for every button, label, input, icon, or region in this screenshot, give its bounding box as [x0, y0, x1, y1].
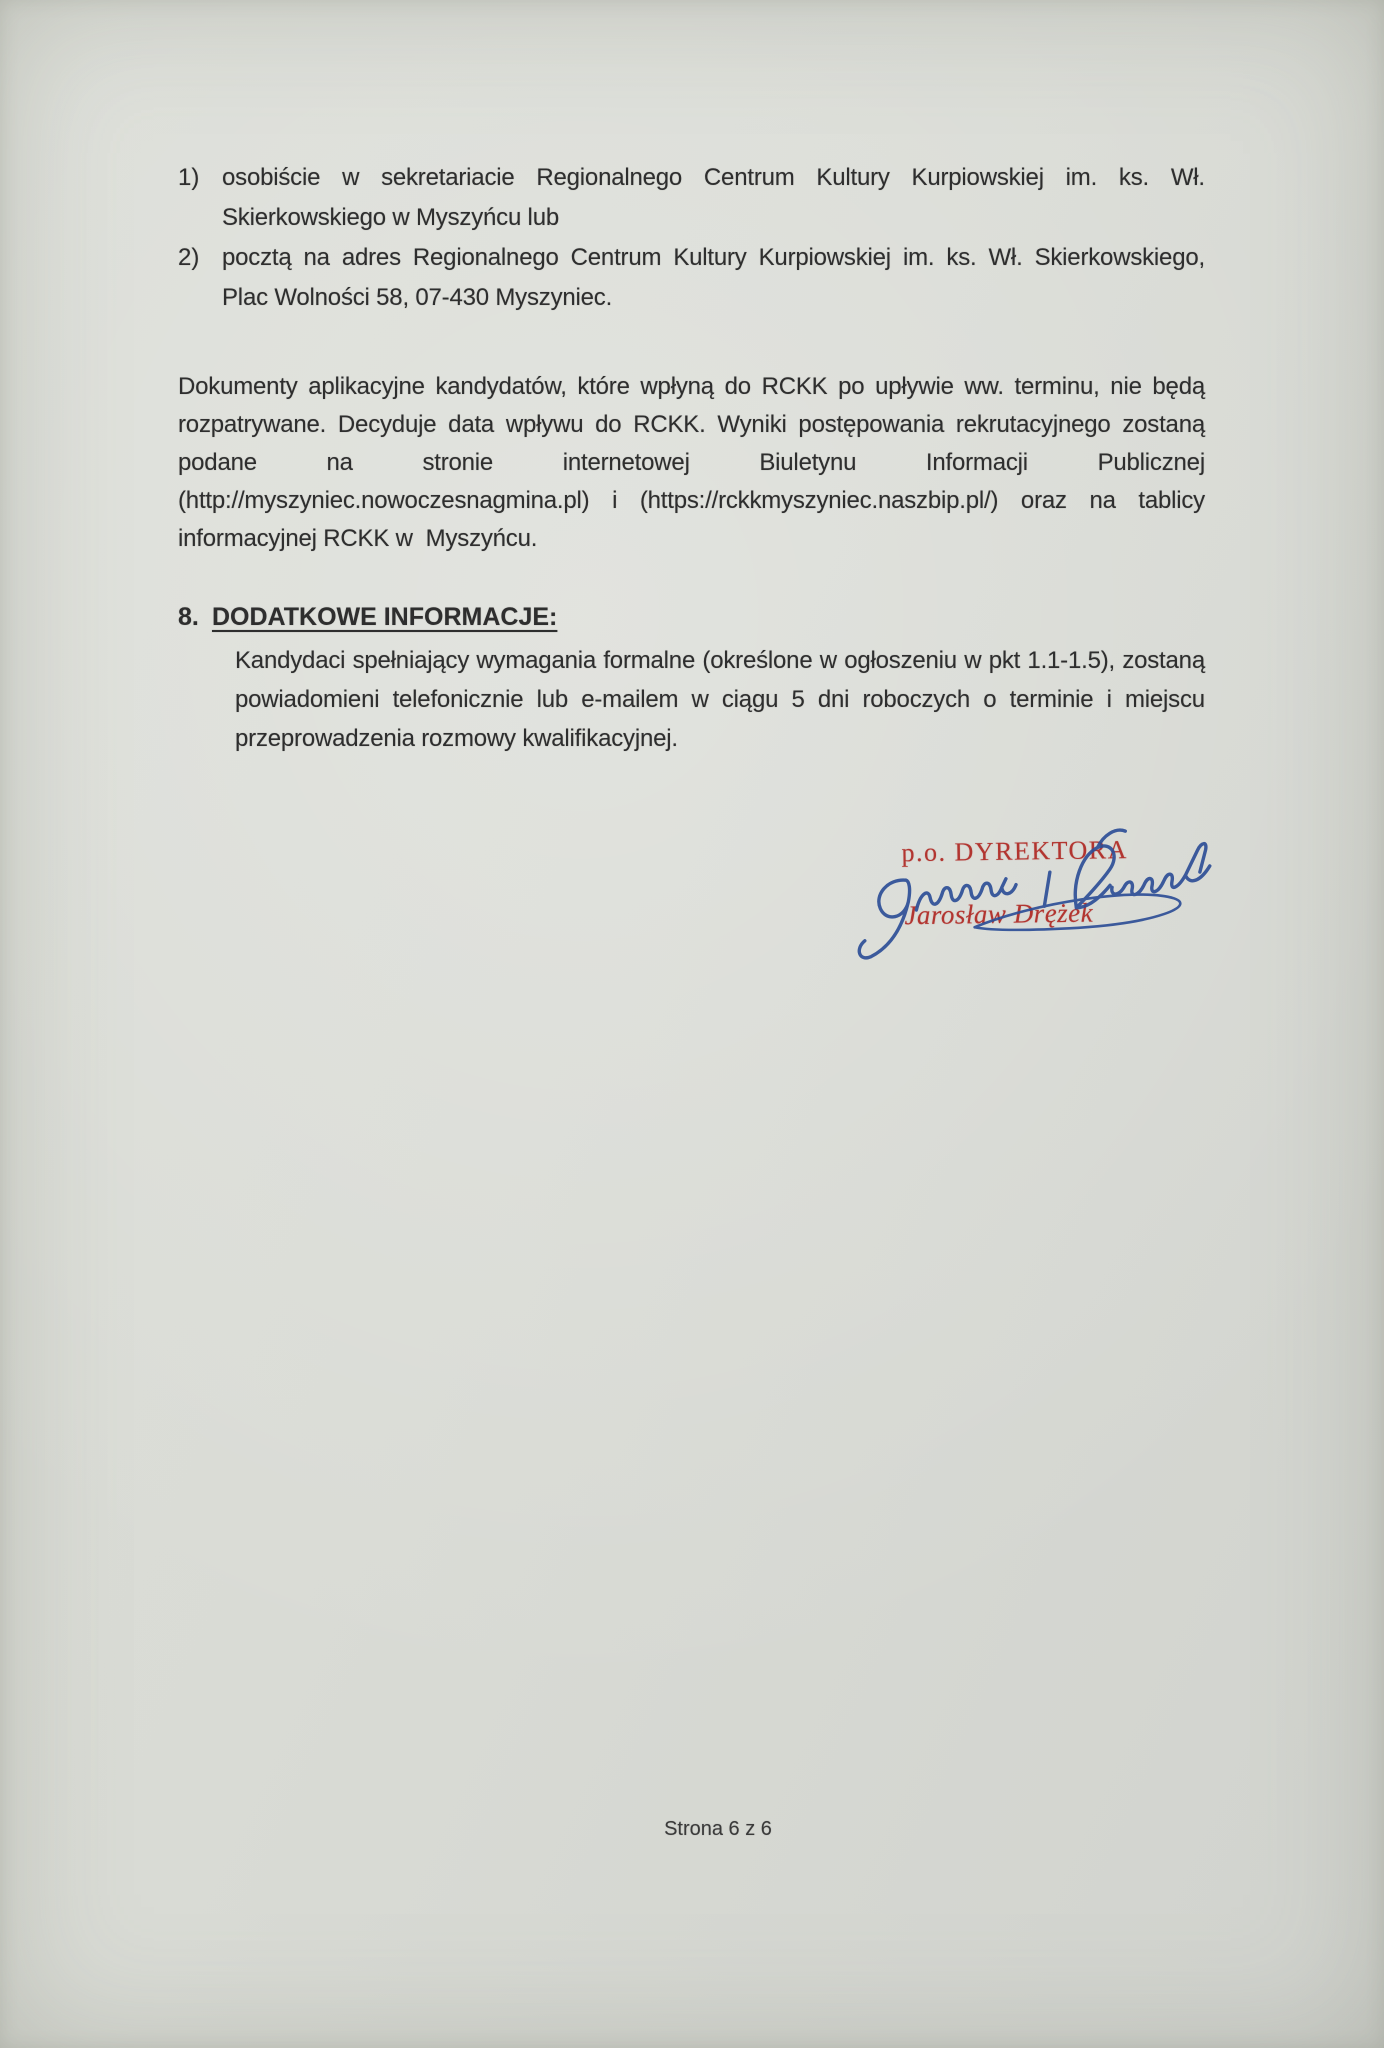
text-line: Kandydaci spełniający wymagania formalne (określone w ogłoszeniu w pkt 1.1-1.5), zostaną: [235, 647, 1205, 674]
list-item-marker: 1): [178, 164, 200, 191]
text-line: rozpatrywane. Decyduje data wpływu do RCKK. Wyniki postępowania rekrutacyjnego zostaną: [178, 411, 1205, 438]
text-line: pocztą na adres Regionalnego Centrum Kultury Kurpiowskiej im. ks. Wł. Skierkowskiego,: [222, 244, 1205, 271]
list-item: [178, 158, 1205, 238]
body-paragraph: [178, 368, 1205, 558]
list-item: [178, 238, 1205, 318]
section-paragraph: [235, 641, 1205, 758]
numbered-list: [178, 158, 1205, 318]
text-line: powiadomieni telefonicznie lub e-mailem w ciągu 5 dni roboczych o terminie i miejscu: [235, 686, 1205, 713]
list-item-marker: 2): [178, 244, 200, 271]
section-heading: [178, 600, 1205, 634]
text-line: Skierkowskiego w Myszyńcu lub: [222, 204, 559, 231]
text-line: osobiście w sekretariacie Regionalnego Centrum Kultury Kurpiowskiej im. ks. Wł.: [222, 164, 1205, 191]
document-content: [178, 158, 1205, 758]
text-line: przeprowadzenia rozmowy kwalifikacyjnej.: [235, 725, 678, 752]
text-line: informacyjnej RCKK w Myszyńcu.: [178, 525, 538, 552]
list-item-text: [222, 238, 1205, 318]
text-line: podane na stronie internetowej Biuletynu Informacji Publicznej: [178, 449, 1205, 476]
text-line: Plac Wolności 58, 07-430 Myszyniec.: [222, 284, 613, 311]
text-line: (http://myszyniec.nowoczesnagmina.pl) i (https://rckkmyszyniec.naszbip.pl/) oraz na tablicy: [178, 487, 1205, 514]
stamp-name: Jarosław Drężek: [904, 897, 1094, 931]
text-line: Dokumenty aplikacyjne kandydatów, które wpłyną do RCKK po upływie ww. terminu, nie będą: [178, 373, 1205, 400]
page-number: Strona 6 z 6: [664, 1818, 772, 1840]
section-title: DODATKOWE INFORMACJE:: [212, 603, 558, 631]
stamp-title: p.o. DYREKTORA: [901, 835, 1129, 868]
list-item-text: [222, 158, 1205, 238]
signature-stamp: [901, 834, 1222, 931]
section-number: 8.: [178, 603, 199, 631]
